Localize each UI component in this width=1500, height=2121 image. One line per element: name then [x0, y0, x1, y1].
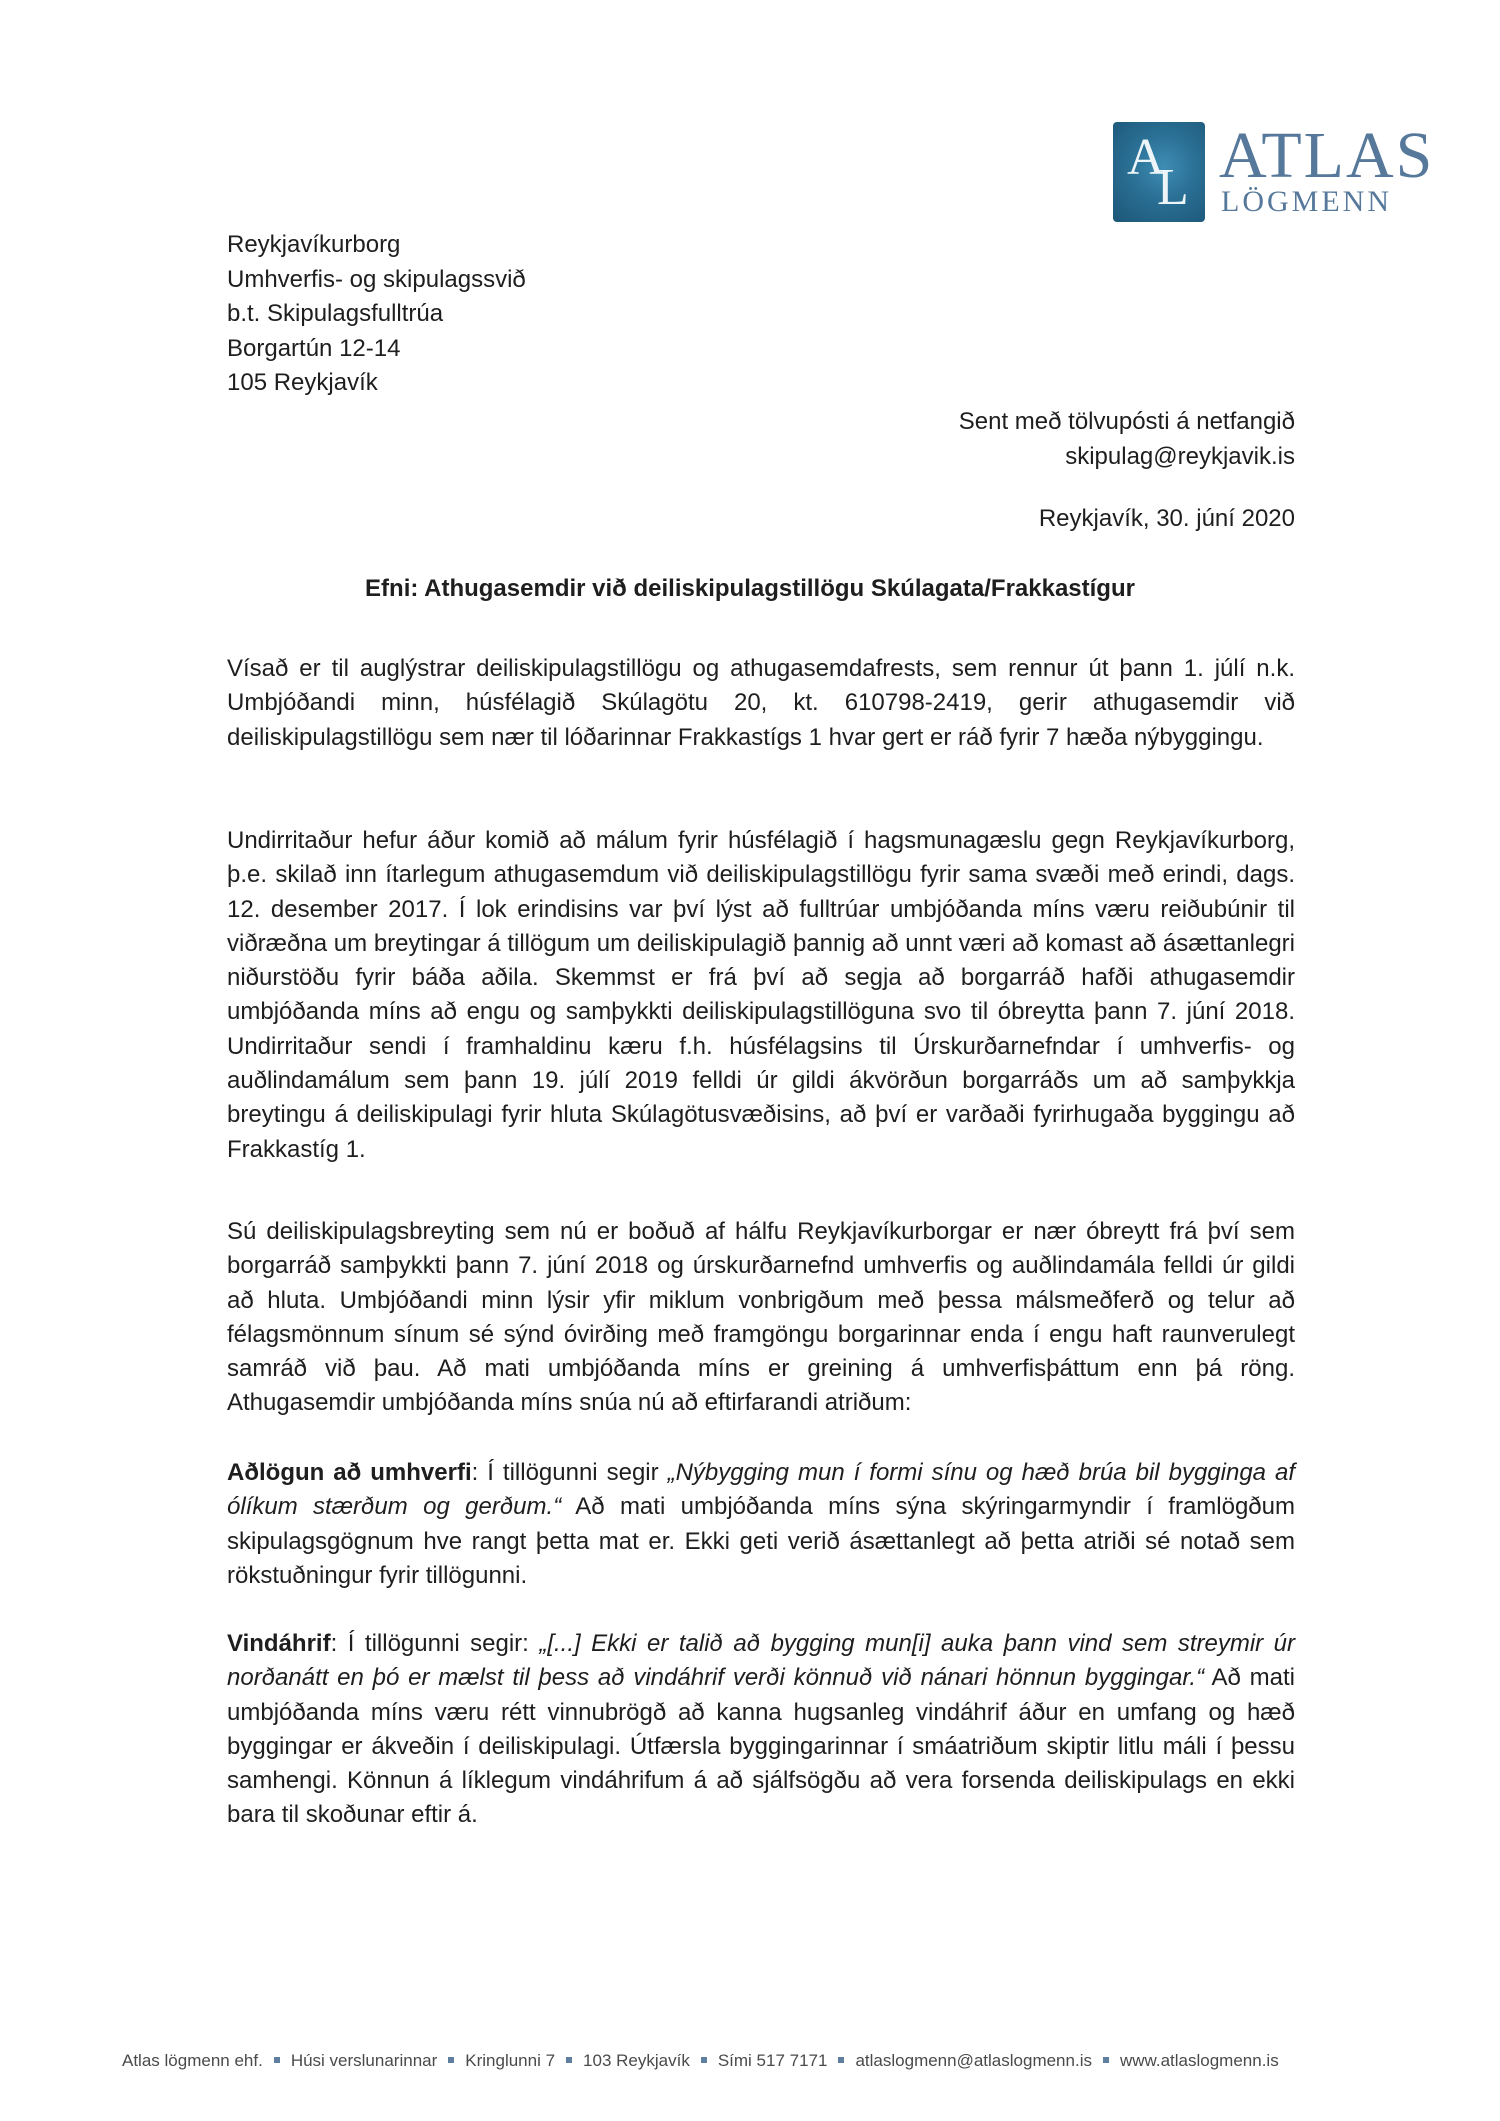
footer-city: 103 Reykjavík	[583, 2051, 690, 2070]
footer-separator-icon	[274, 2057, 280, 2063]
recipient-line: Umhverfis- og skipulagssvið	[227, 265, 526, 293]
footer-street: Kringlunni 7	[465, 2051, 556, 2070]
letter-subject: Efni: Athugasemdir við deiliskipulagstillögu Skúlagata/Frakkastígur	[365, 575, 1135, 602]
footer-separator-icon	[838, 2057, 844, 2063]
adaptation-body: Að mati umbjóðanda míns sýna skýringarmyndir í framlögðum skipulagsgögnum hve rangt þetta mat er. Ekki geti verið ásættanlegt að þetta atriði sé notað sem rökstuðningur fyrir tillögunni.	[227, 1493, 1295, 1589]
recipient-address	[227, 228, 526, 401]
logo-brand: ATLAS	[1219, 119, 1435, 192]
footer-company: Atlas lögmenn ehf.	[122, 2051, 263, 2070]
paragraph-wind	[227, 1627, 1295, 1833]
adaptation-lead: : Í tillögunni segir	[471, 1459, 668, 1486]
paragraph-history: Undirritaður hefur áður komið að málum fyrir húsfélagið í hagsmunagæslu gegn Reykjavíkurborg, þ.e. skilað inn ítarlegum athugasemdum við deiliskipulagstillögu fyrir sama svæði með erindi, dags. 12. desember 2017. Í lok erindisins var því lýst að fulltrúar umbjóðanda míns væru reiðubúnir til viðræðna um breytingar á tillögum um deiliskipulagið þannig að unnt væri að komast að ásættanlegri niðurstöðu fyrir báða aðila. Skemmst er frá því að segja að borgarráð hafði athugasemdir umbjóðanda míns að engu og samþykkti deiliskipulagstillöguna svo til óbreytta þann 7. júní 2018. Undirritaður sendi í framhaldinu kæru f.h. húsfélagsins til Úrskurðarnefndar í umhverfis- og auðlindamálum sem þann 19. júlí 2019 felldi úr gildi ákvörðun borgarráðs um að samþykkja breytingu á deiliskipulagi fyrir hluta Skúlagötusvæðisins, að því er varðaði fyrirhugaða byggingu að Frakkastíg 1.	[227, 827, 1295, 1163]
logo-wordmark	[1219, 119, 1435, 218]
footer-website[interactable]: www.atlaslogmenn.is	[1119, 2051, 1279, 2070]
adaptation-quote: „Nýbygging mun í formi sínu og hæð brúa bil bygginga af ólíkum stærðum og gerðum.“	[227, 1459, 1296, 1521]
wind-quote: „[...] Ekki er talið að bygging mun[i] auka þann vind sem streymir úr norðanátt en þó er mælst til þess að vindáhrif verði könnuð við nánari hönnun byggingar.“	[227, 1630, 1295, 1692]
footer-separator-icon	[1103, 2057, 1109, 2063]
logo-subtitle: LÖGMENN	[1221, 185, 1392, 218]
wind-body: Að mati umbjóðanda míns væru rétt vinnubrögð að kanna hugsanleg vindáhrif áður en umfang og hæð byggingar er ákveðin í deiliskipulagi. Útfærsla byggingarinnar í smáatriðum skiptir litlu máli í þessu samhengi. Könnun á líklegum vindáhrifum á að sjálfsögðu að vera forsenda deiliskipulags en ekki bara til skoðunar eftir á.	[227, 1664, 1295, 1829]
section-heading-wind: Vindáhrif	[227, 1630, 331, 1657]
footer-building: Húsi verslunarinnar	[290, 2051, 438, 2070]
delivery-method: Sent með tölvupósti á netfangið	[958, 408, 1295, 435]
recipient-line: Borgartún 12-14	[227, 334, 401, 362]
recipient-line: 105 Reykjavík	[227, 369, 378, 396]
paragraph-intro: Vísað er til auglýstrar deiliskipulagstillögu og athugasemdafrests, sem rennur út þann 1. júlí n.k. Umbjóðandi minn, húsfélagið Skúlagötu 20, kt. 610798-2419, gerir athugasemdir við deiliskipulagstillögu sem nær til lóðarinnar Frakkastígs 1 hvar gert er ráð fyrir 7 hæða nýbyggingu.	[227, 655, 1295, 751]
letter-date: Reykjavík, 30. júní 2020	[1038, 505, 1295, 532]
paragraph-adaptation	[227, 1456, 1295, 1593]
footer-phone: Sími 517 7171	[717, 2051, 828, 2070]
wind-lead: : Í tillögunni segir:	[330, 1630, 540, 1657]
recipient-line: Reykjavíkurborg	[227, 231, 401, 258]
footer-email[interactable]: atlaslogmenn@atlaslogmenn.is	[855, 2051, 1092, 2070]
delivery-note	[959, 405, 1295, 474]
paragraph-current-proposal: Sú deiliskipulagsbreyting sem nú er boðuð af hálfu Reykjavíkurborgar er nær óbreytt frá því sem borgarráð samþykkti þann 7. júní 2018 og úrskurðarnefnd umhverfis og auðlindamála felldi úr gildi að hluta. Umbjóðandi minn lýsir yfir miklum vonbrigðum með þessa málsmeðferð og telur að félagsmönnum sínum sé sýnd óvirðing með framgöngu borgarinnar enda í engu haft raunverulegt samráð við þau. Að mati umbjóðanda míns er greining á umhverfisþáttum enn þá röng. Athugasemdir umbjóðanda míns snúa nú að eftirfarandi atriðum:	[227, 1218, 1295, 1417]
footer-separator-icon	[701, 2057, 707, 2063]
logo-monogram	[1113, 122, 1205, 222]
delivery-email[interactable]: skipulag@reykjavik.is	[1065, 442, 1295, 470]
letterhead-footer	[122, 2050, 1279, 2072]
company-logo	[1113, 119, 1435, 222]
section-heading-adaptation: Aðlögun að umhverfi	[227, 1459, 472, 1486]
logo-monogram-a: A	[1127, 129, 1165, 186]
footer-separator-icon	[566, 2057, 572, 2063]
logo-monogram-l: L	[1157, 159, 1189, 216]
recipient-line: b.t. Skipulagsfulltrúa	[227, 300, 444, 327]
footer-separator-icon	[448, 2057, 454, 2063]
